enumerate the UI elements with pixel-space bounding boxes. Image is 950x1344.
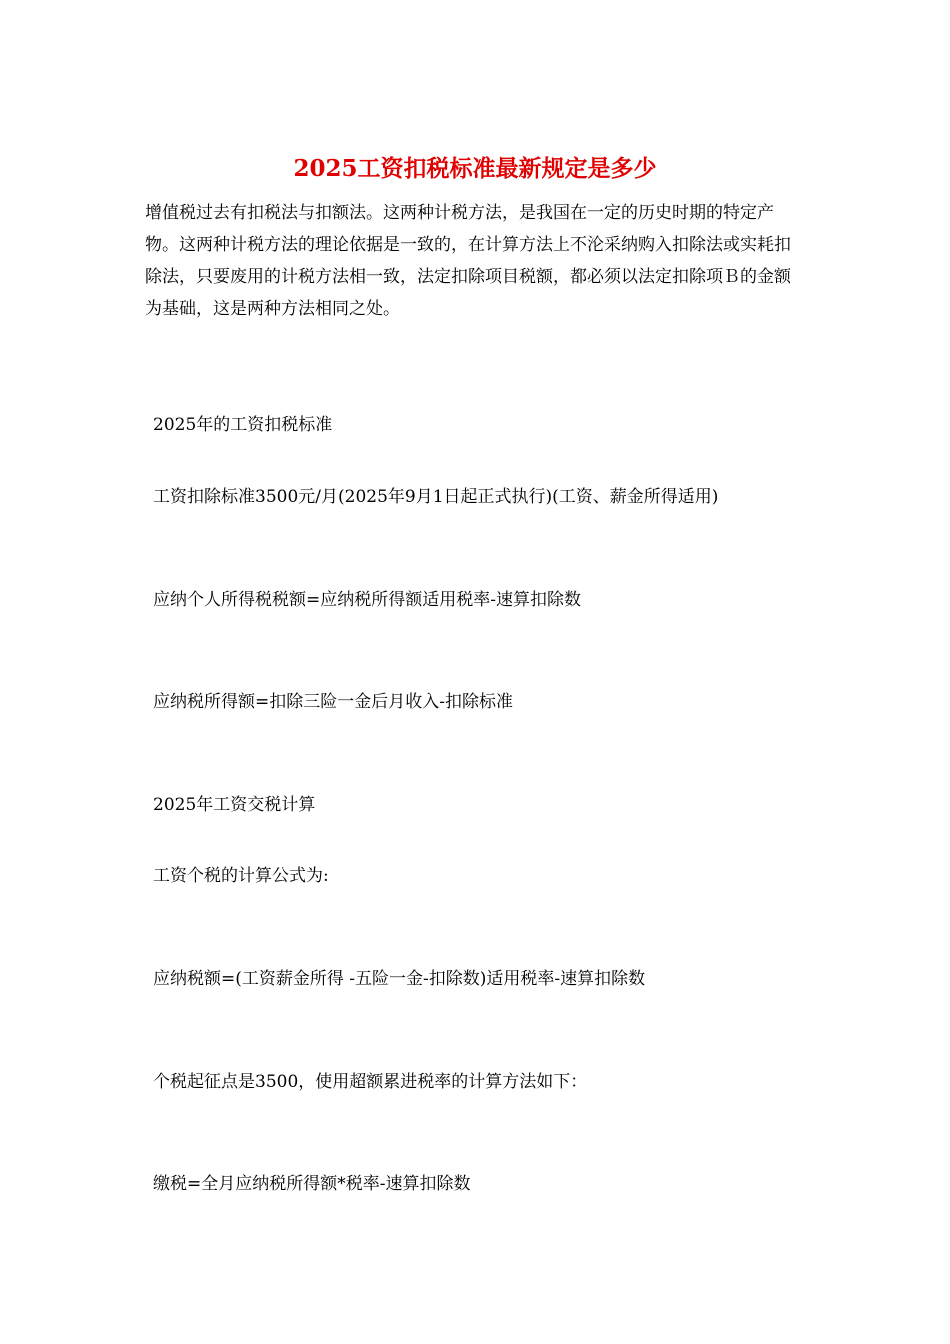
section-heading-calculation: 2025年工资交税计算	[153, 795, 316, 815]
threshold-line: 个税起征点是3500，使用超额累进税率的计算方法如下：	[153, 1072, 588, 1092]
formula-intro-line: 工资个税的计算公式为:	[153, 866, 329, 886]
tax-payable-formula-line: 应纳税额=(工资薪金所得 -五险一金-扣除数)适用税率-速算扣除数	[153, 969, 646, 989]
section-heading-standard: 2025年的工资扣税标准	[153, 415, 333, 435]
tax-formula-line: 应纳个人所得税税额=应纳税所得额适用税率-速算扣除数	[153, 590, 581, 610]
document-title: 2025工资扣税标准最新规定是多少	[293, 155, 657, 182]
intro-paragraph: 增值税过去有扣税法与扣额法。这两种计税方法，是我国在一定的历史时期的特定产物。这两种计税方法的理论依据是一致的，在计算方法上不沦采纳购入扣除法或实耗扣除法，只要废用的计税方法相一致，法定扣除项目税额，都必须以法定扣除项Ｂ的金额为基础，这是两种方法相同之处。	[145, 203, 791, 319]
deduction-standard-line: 工资扣除标准3500元/月(2025年9月1日起正式执行)(工资、薪金所得适用)	[153, 487, 719, 507]
payment-formula-line: 缴税=全月应纳税所得额*税率-速算扣除数	[153, 1174, 471, 1194]
taxable-income-formula-line: 应纳税所得额=扣除三险一金后月收入-扣除标准	[153, 692, 513, 712]
